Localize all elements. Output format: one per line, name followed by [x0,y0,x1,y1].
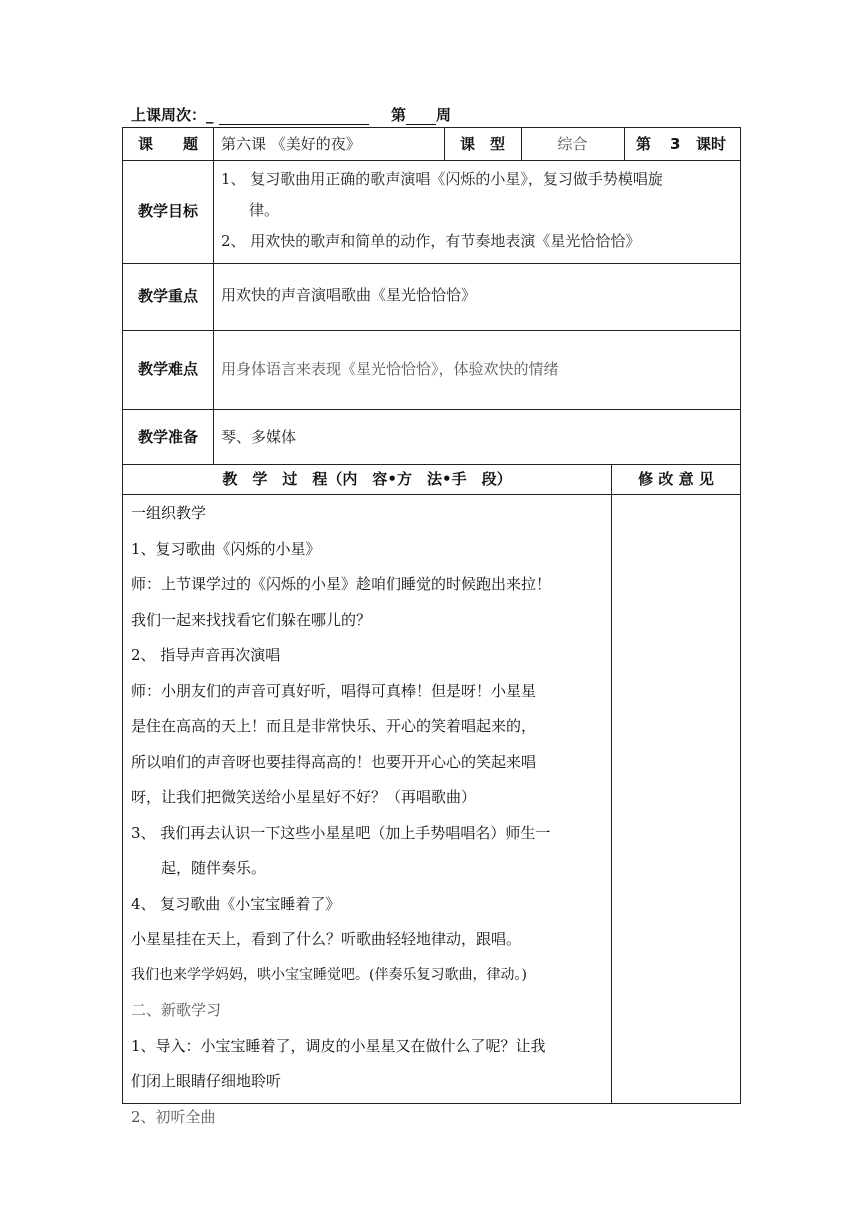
lesson-plan-table [122,127,741,465]
process-header: 教 学 过 程（内 容•方 法•手 段） [222,470,512,488]
process-line: 1、复习歌曲《闪烁的小星》 [131,539,321,558]
topic-value: 第六课 《美好的夜》 [221,135,361,153]
row-divider [123,409,740,410]
lesson-count: 第 3 课时 [636,135,727,153]
process-line: 呀，让我们把微笑送给小星星好不好？（再唱歌曲） [131,788,477,806]
header-divider [123,494,740,495]
row-divider [123,263,740,264]
process-line: 师：小朋友们的声音可真好听，唱得可真棒！但是呀！小星星 [131,681,537,700]
row-divider [123,160,740,161]
type-value: 综合 [557,135,588,153]
preparation-value: 琴、多媒体 [221,428,297,446]
process-line: 们闭上眼睛仔细地聆听 [131,1072,282,1090]
topic-label: 课 题 [137,135,198,153]
type-label: 课 型 [459,135,505,153]
week-label: 上课周次：_ [131,106,214,124]
process-line: 我们一起来找找看它们躲在哪儿的？ [131,610,372,629]
goals-label: 教学目标 [137,202,198,220]
process-content [131,496,611,1135]
key-point-label: 教学重点 [137,287,198,305]
process-table [122,464,741,1126]
process-line: 是住在高高的天上！而且是非常快乐、开心的笑着唱起来的， [131,717,537,735]
preparation-label: 教学准备 [137,428,198,446]
process-line: 二、新歌学习 [131,1001,222,1019]
process-line: 2、初听全曲 [131,1107,216,1126]
process-line: 起，随伴奏乐。 [131,859,267,877]
process-line: 2、 指导声音再次演唱 [131,646,281,664]
process-line: 小星星挂在天上，看到了什么？听歌曲轻轻地律动，跟唱。 [131,930,522,948]
revision-header: 修 改 意 见 [638,470,714,488]
revision-column-divider [611,465,612,1103]
process-line: 4、 复习歌曲《小宝宝睡着了》 [131,894,341,913]
key-point-value: 用欢快的声音演唱歌曲《星光恰恰恰》 [221,286,477,304]
process-line: 3、 我们再去认识一下这些小星星吧（加上手势唱唱名）师生一 [131,823,551,842]
week-number: 第 周 [391,106,452,124]
row-divider [123,330,740,331]
difficulty-label: 教学难点 [137,360,198,378]
goal-line: 1、 复习歌曲用正确的歌声演唱《闪烁的小星》，复习做手势模唱旋 [221,170,663,188]
difficulty-value: 用身体语言来表现《星光恰恰恰》，体验欢快的情绪 [221,360,559,378]
goal-line: 律。 [249,201,280,219]
label-column-divider [213,128,214,464]
process-line: 我们也来学学妈妈，哄小宝宝睡觉吧。(伴奏乐复习歌曲，律动。) [131,966,527,983]
goal-line: 2、 用欢快的歌声和简单的动作，有节奏地表演《星光恰恰恰》 [221,232,641,250]
process-line: 师：上节课学过的《闪烁的小星》趁咱们睡觉的时候跑出来拉！ [131,575,552,593]
process-line: 1、导入：小宝宝睡着了，调皮的小星星又在做什么了呢？让我 [131,1036,546,1055]
goals-text [221,164,736,257]
week-blank [219,110,369,125]
process-line: 所以咱们的声音呀也要挂得高高的！也要开开心心的笑起来唱 [131,752,537,771]
process-line: 一组织教学 [131,504,207,522]
week-header [131,104,452,125]
